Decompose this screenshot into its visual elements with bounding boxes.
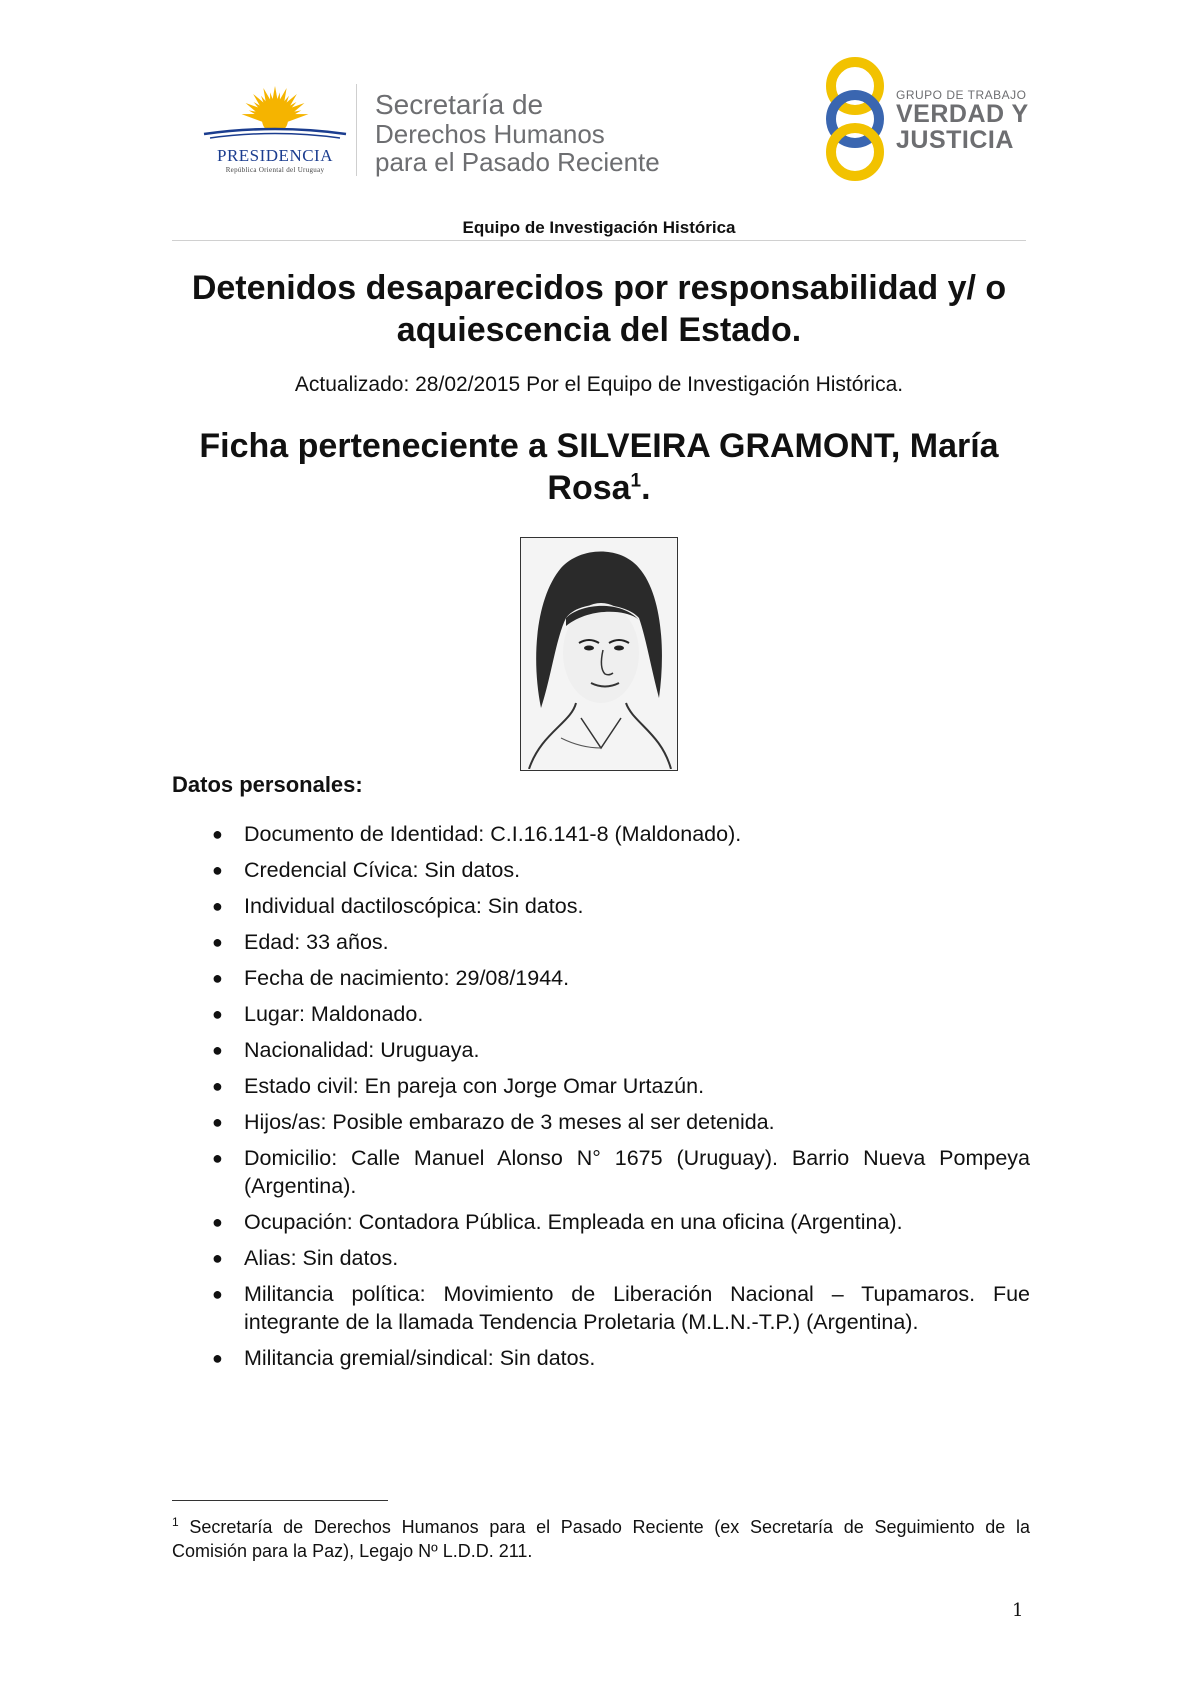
bullet-icon: ● <box>212 1284 223 1304</box>
list-item <box>172 856 1030 884</box>
footnote-ref: 1 <box>630 470 642 492</box>
bullet-icon: ● <box>212 932 223 952</box>
card-title-end: . <box>641 469 651 507</box>
bullet-icon: ● <box>212 1148 223 1168</box>
bullet-icon: ● <box>212 1212 223 1232</box>
portrait-sketch-icon <box>521 538 676 769</box>
logo-divider <box>356 84 357 176</box>
vyj-small-text: GRUPO DE TRABAJO <box>896 88 1027 102</box>
footnote-text: Secretaría de Derechos Humanos para el Pasado Reciente (ex Secretaría de Seguimiento de la Comisión para la Paz), Legajo Nº L.D.D. 211. <box>172 1517 1030 1561</box>
bullet-icon: ● <box>212 1040 223 1060</box>
linked-rings-icon <box>820 56 890 182</box>
list-item-text: Documento de Identidad: C.I.16.141-8 (Maldonado). <box>244 822 742 846</box>
list-item <box>172 1108 1030 1136</box>
document-title: Detenidos desaparecidos por responsabilidad y/ o aquiescencia del Estado. <box>191 269 1007 349</box>
list-item-text: Ocupación: Contadora Pública. Empleada en una oficina (Argentina). <box>244 1210 903 1234</box>
list-item-text: Domicilio: Calle Manuel Alonso N° 1675 (Uruguay). Barrio Nueva Pompeya (Argentina). <box>244 1146 1030 1198</box>
secretaria-line-1: Secretaría de <box>375 89 544 120</box>
sun-emblem-icon <box>196 84 354 154</box>
footnote <box>172 1510 1030 1563</box>
list-item <box>172 928 1030 956</box>
list-item-text: Militancia política: Movimiento de Liberación Nacional – Tupamaros. Fue integrante de la llamada Tendencia Proletaria (M.L.N.-T.P.) (Argentina). <box>244 1282 1030 1334</box>
secretaria-line-2: Derechos Humanos <box>375 119 605 149</box>
list-item <box>172 892 1030 920</box>
bullet-icon: ● <box>212 1348 223 1368</box>
bullet-icon: ● <box>212 896 223 916</box>
footnote-rule <box>172 1500 388 1501</box>
portrait-photo <box>520 537 678 771</box>
list-item-text: Nacionalidad: Uruguaya. <box>244 1038 480 1062</box>
secretaria-line-3: para el Pasado Reciente <box>375 147 660 177</box>
card-title-text: Ficha perteneciente a SILVEIRA GRAMONT, María Rosa <box>199 427 999 507</box>
card-title <box>172 425 1026 509</box>
personal-data-list <box>172 820 1030 1380</box>
presidencia-subtitle: República Oriental del Uruguay <box>225 166 325 174</box>
list-item <box>172 1280 1030 1336</box>
list-item <box>172 1036 1030 1064</box>
secretaria-logo-text <box>375 90 705 176</box>
bullet-icon: ● <box>212 824 223 844</box>
list-item <box>172 1244 1030 1272</box>
list-item <box>172 1344 1030 1372</box>
header-rule <box>172 240 1026 241</box>
bullet-icon: ● <box>212 1004 223 1024</box>
presidencia-logo <box>196 84 354 176</box>
list-item-text: Credencial Cívica: Sin datos. <box>244 858 521 882</box>
list-item-text: Estado civil: En pareja con Jorge Omar Urtazún. <box>244 1074 705 1098</box>
list-item-text: Fecha de nacimiento: 29/08/1944. <box>244 966 570 990</box>
bullet-icon: ● <box>212 968 223 988</box>
list-item <box>172 1072 1030 1100</box>
updated-line: Actualizado: 28/02/2015 Por el Equipo de Investigación Histórica. <box>294 373 904 396</box>
bullet-icon: ● <box>212 1076 223 1096</box>
vyj-big-text-1: VERDAD Y <box>896 100 1029 128</box>
list-item <box>172 1208 1030 1236</box>
list-item <box>172 964 1030 992</box>
presidencia-wordmark: PRESIDENCIA <box>216 146 333 165</box>
verdad-y-justicia-logo <box>820 56 1030 182</box>
list-item-text: Individual dactiloscópica: Sin datos. <box>244 894 584 918</box>
list-item-text: Hijos/as: Posible embarazo de 3 meses al ser detenida. <box>244 1110 775 1134</box>
list-item-text: Alias: Sin datos. <box>244 1246 399 1270</box>
team-heading: Equipo de Investigación Histórica <box>462 218 736 237</box>
page-number: 1 <box>1012 1600 1024 1621</box>
bullet-icon: ● <box>212 1112 223 1132</box>
list-item-text: Lugar: Maldonado. <box>244 1002 424 1026</box>
section-heading: Datos personales: <box>172 772 363 797</box>
list-item-text: Edad: 33 años. <box>244 930 389 954</box>
bullet-icon: ● <box>212 860 223 880</box>
list-item-text: Militancia gremial/sindical: Sin datos. <box>244 1346 596 1370</box>
vyj-big-text-2: JUSTICIA <box>896 126 1014 154</box>
footnote-number: 1 <box>172 1515 179 1529</box>
bullet-icon: ● <box>212 1248 223 1268</box>
list-item <box>172 1144 1030 1200</box>
list-item <box>172 1000 1030 1028</box>
list-item <box>172 820 1030 848</box>
